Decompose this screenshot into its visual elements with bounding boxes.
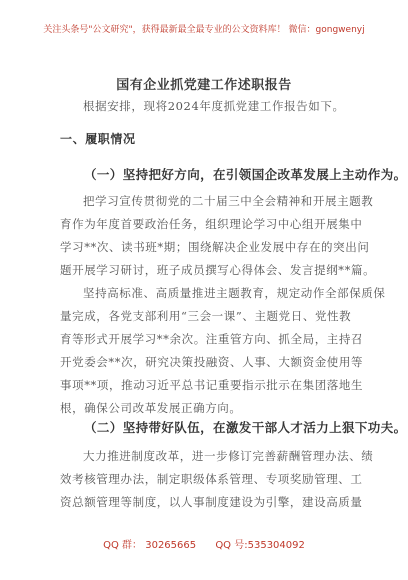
paragraph-line: 开党委会**次，研究决策投融资、人事、大额资金使用等 — [60, 355, 364, 369]
header-banner: 关注头条号"公文研究"，获得最新最全最专业的公文资料库！ 微信：gongwenyj — [43, 25, 365, 35]
paragraph-line: 育作为年度首要政治任务，组织理论学习中心组开展集中 — [60, 217, 363, 231]
paragraph-2 — [60, 282, 386, 420]
intro-paragraph — [60, 95, 360, 118]
paragraph-line: 资总额管理等制度，以人事制度建设为引擎，建设高质量 — [60, 495, 363, 509]
document-title: 国有企业抓党建工作述职报告 — [116, 78, 292, 93]
paragraph-line: 量完成，各党支部利用“三会一课”、主题党日、党性教 — [60, 309, 352, 323]
paragraph-1 — [60, 190, 376, 282]
subsection-heading-2: （二）坚持带好队伍，在激发干部人才活力上狠下功夫。 — [84, 420, 407, 435]
subsection-heading-1: （一）坚持把好方向，在引领国企改革发展上主动作为。 — [84, 167, 407, 182]
paragraph-line: 根，确保公司改革发展正确方向。 — [60, 401, 242, 415]
paragraph-line: 事项**项，推动习近平总书记重要指示批示在集团落地生 — [60, 378, 364, 392]
paragraph-line: 大力推进制度改革，进一步修订完善薪酬管理办法、绩 — [83, 449, 374, 463]
section-heading-1: 一、履职情况 — [60, 132, 136, 146]
paragraph-line: 育等形式开展学习**余次。注重管方向、抓全局，主持召 — [60, 332, 364, 346]
paragraph-line: 题开展学习研讨，班子成员撰写心得体会、发言提纲**篇。 — [60, 263, 376, 277]
footer-qq-number: QQ 号:535304092 — [215, 540, 305, 551]
intro-line: 根据安排，现将2024年度抓党建工作报告如下。 — [83, 99, 345, 113]
paragraph-line: 效考核管理办法，制定职级体系管理、专项奖励管理、工 — [60, 472, 363, 486]
paragraph-3 — [60, 445, 374, 514]
footer-qq-group: QQ 群： 30265665 — [103, 540, 197, 551]
paragraph-line: 学习**次、读书班*期；围绕解决企业发展中存在的突出问 — [60, 240, 370, 254]
footer-contact — [0, 536, 408, 551]
paragraph-line: 把学习宣传贯彻党的二十届三中全会精神和开展主题教 — [83, 194, 374, 208]
paragraph-line: 坚持高标准、高质量推进主题教育，规定动作全部保质保 — [83, 286, 386, 300]
